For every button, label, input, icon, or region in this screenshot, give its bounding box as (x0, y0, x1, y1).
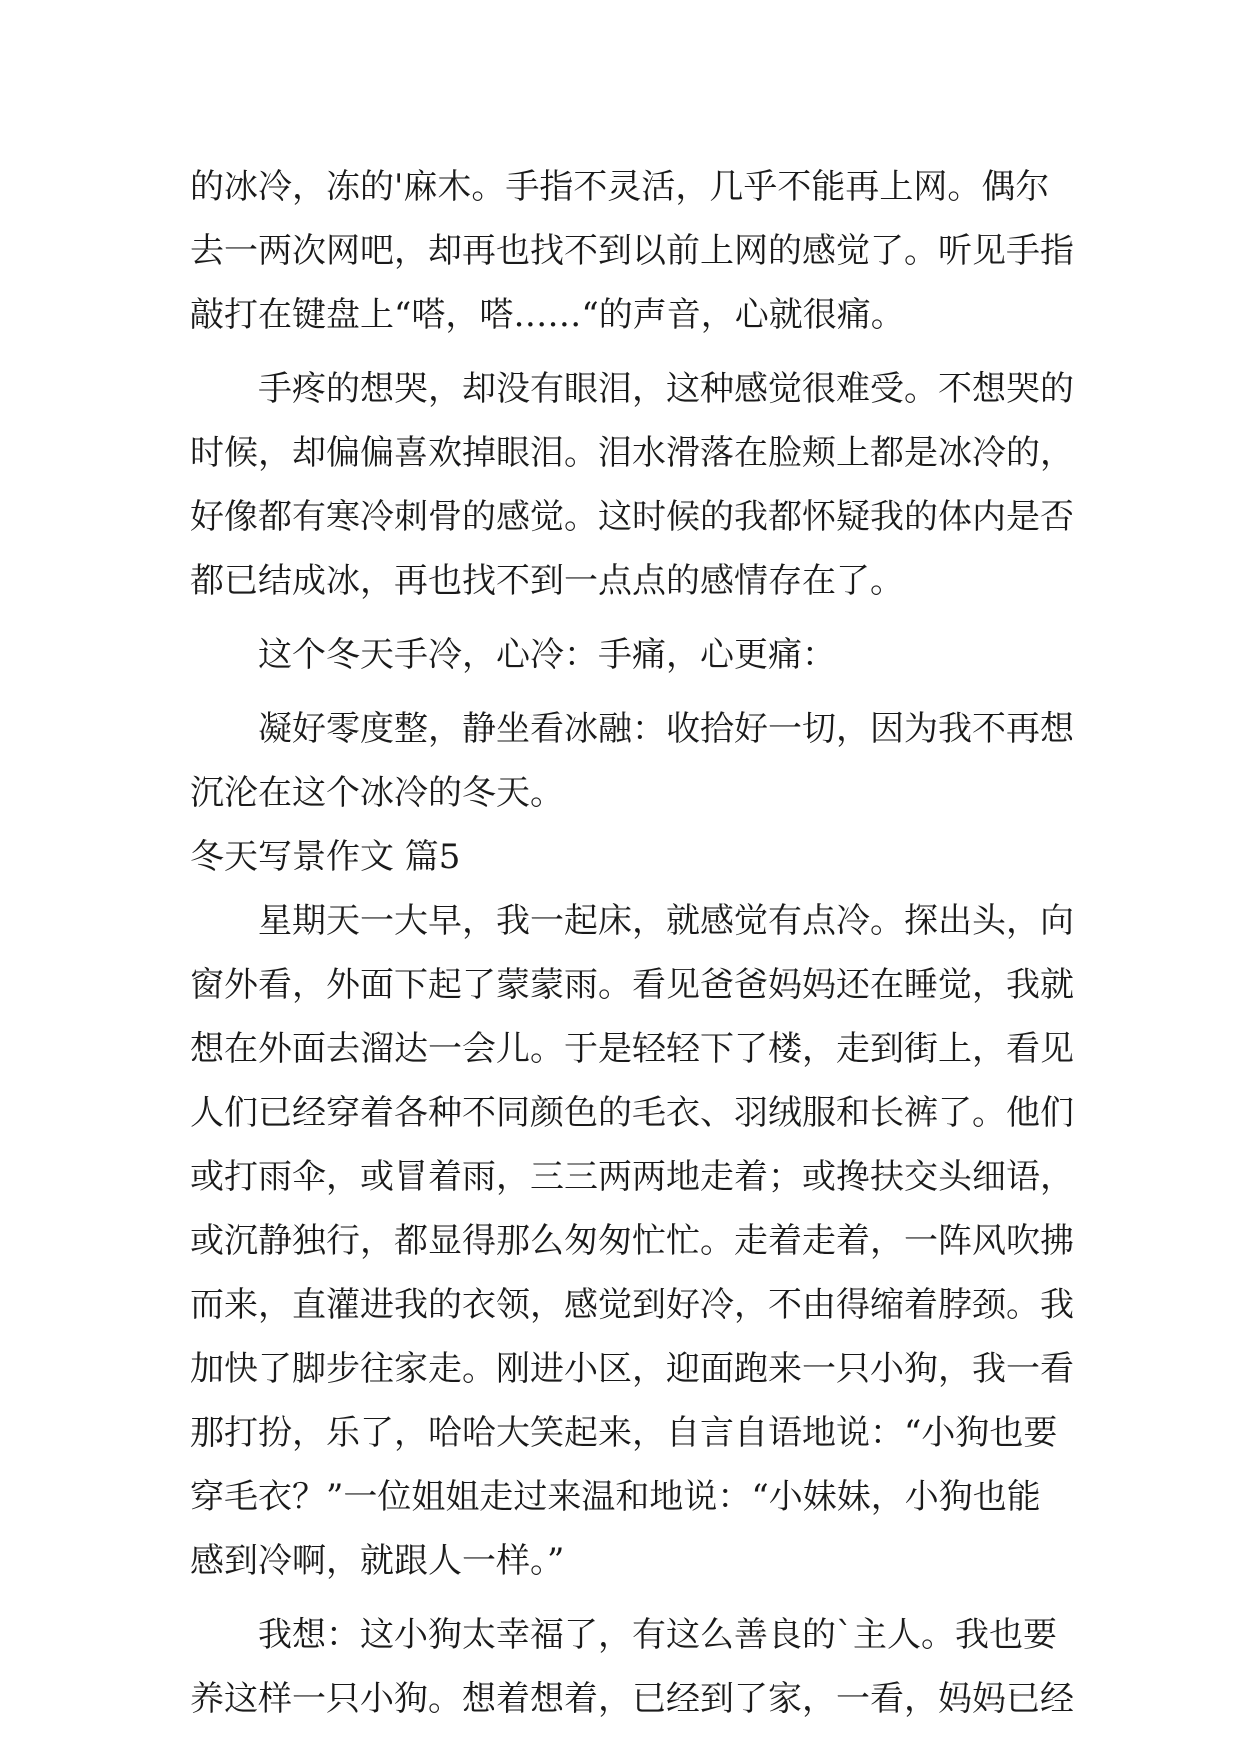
text-line: 感到冷啊，就跟人一样。” (190, 1541, 565, 1581)
text-line: 去一两次网吧，却再也找不到以前上网的感觉了。听见手指 (190, 231, 1074, 271)
text-line: 穿毛衣？”一位姐姐走过来温和地说：“小妹妹，小狗也能 (190, 1477, 1041, 1517)
paragraph-start-line: 星期天一大早，我一起床，就感觉有点冷。探出头，向 (258, 901, 1074, 941)
text-line: 或打雨伞，或冒着雨，三三两两地走着；或搀扶交头细语， (190, 1157, 1074, 1197)
text-line: 都已结成冰，再也找不到一点点的感情存在了。 (190, 561, 904, 601)
text-line: 养这样一只小狗。想着想着，已经到了家，一看，妈妈已经 (190, 1679, 1074, 1719)
text-line: 想在外面去溜达一会儿。于是轻轻下了楼，走到街上，看见 (190, 1029, 1074, 1069)
paragraph-start-line: 手疼的想哭，却没有眼泪，这种感觉很难受。不想哭的 (258, 369, 1074, 409)
text-line: 加快了脚步往家走。刚进小区，迎面跑来一只小狗，我一看 (190, 1349, 1074, 1389)
text-line: 好像都有寒冷刺骨的感觉。这时候的我都怀疑我的体内是否 (190, 497, 1074, 537)
text-line: 那打扮，乐了，哈哈大笑起来，自言自语地说：“小狗也要 (190, 1413, 1058, 1453)
text-line: 人们已经穿着各种不同颜色的毛衣、羽绒服和长裤了。他们 (190, 1093, 1074, 1133)
document-body (190, 155, 1074, 1731)
text-line: 而来，直灌进我的衣领，感觉到好冷，不由得缩着脖颈。我 (190, 1285, 1074, 1325)
section-heading: 冬天写景作文 篇5 (190, 837, 461, 877)
text-line: 或沉静独行，都显得那么匆匆忙忙。走着走着，一阵风吹拂 (190, 1221, 1074, 1261)
paragraph-start-line: 我想：这小狗太幸福了，有这么善良的`主人。我也要 (258, 1615, 1057, 1655)
text-line: 时候，却偏偏喜欢掉眼泪。泪水滑落在脸颊上都是冰冷的， (190, 433, 1074, 473)
text-line: 窗外看，外面下起了蒙蒙雨。看见爸爸妈妈还在睡觉，我就 (190, 965, 1074, 1005)
text-line: 敲打在键盘上“嗒，嗒……“的声音，心就很痛。 (190, 295, 905, 335)
text-line: 的冰冷，冻的'麻木。手指不灵活，几乎不能再上网。偶尔 (190, 167, 1050, 207)
paragraph-start-line: 凝好零度整，静坐看冰融：收拾好一切，因为我不再想 (258, 709, 1074, 749)
paragraph-start-line: 这个冬天手冷，心冷：手痛，心更痛： (258, 635, 836, 675)
text-line: 沉沦在这个冰冷的冬天。 (190, 773, 564, 813)
